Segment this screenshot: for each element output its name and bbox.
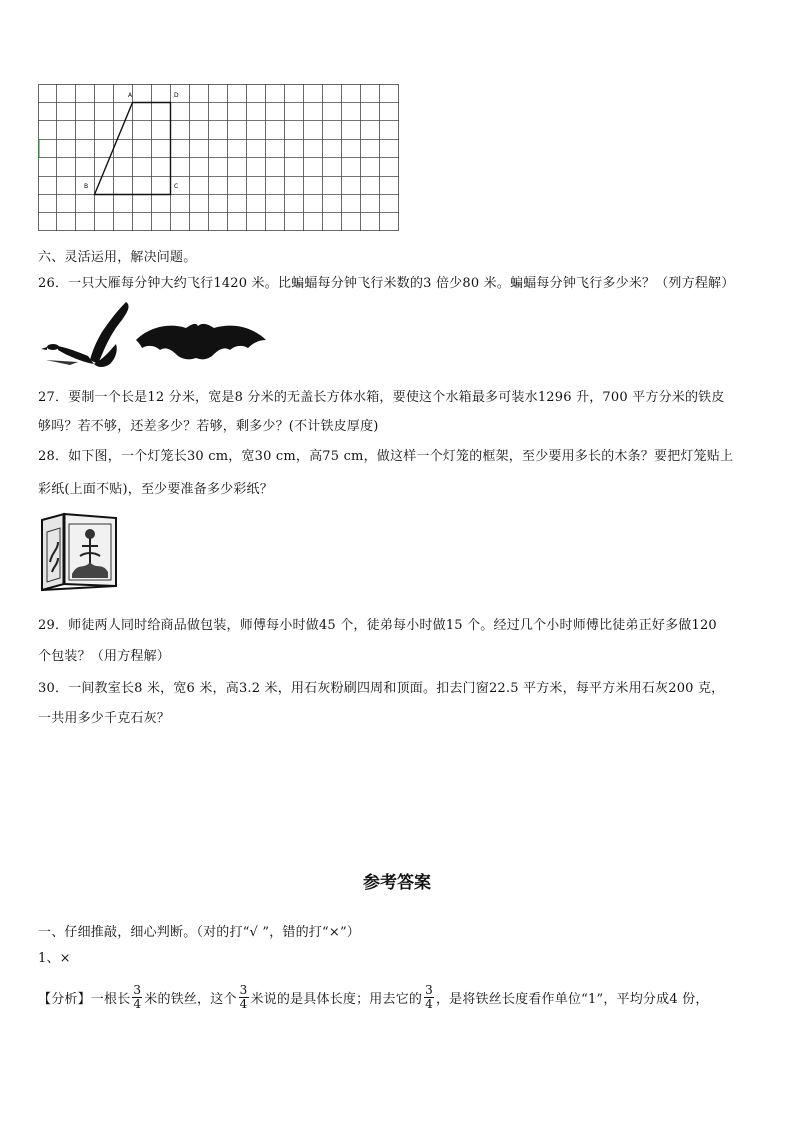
fraction-denominator: 4	[133, 996, 142, 1011]
fraction-three-quarters	[424, 984, 434, 1010]
answers-title: 参考答案	[363, 873, 431, 893]
q29-line1: 29．师徒两人同时给商品做包装，师傅每小时做45 个，徒弟每小时做15 个。经过几个小时师傅比徒弟正好多做120	[38, 618, 717, 633]
fraction-numerator: 3	[239, 983, 248, 997]
fraction-numerator: 3	[133, 983, 142, 997]
analysis-part3: 米说的是具体长度；用去它的	[250, 991, 423, 1007]
grid-lines	[38, 84, 399, 231]
lantern-image	[38, 512, 120, 592]
goose-bat-illustration	[38, 298, 268, 372]
bat-image	[136, 324, 266, 359]
section6-heading: 六、灵活运用，解决问题。	[38, 250, 197, 265]
answer-item-1: 1、×	[38, 951, 71, 966]
fraction-three-quarters	[132, 984, 142, 1010]
q28-line2: 彩纸(上面不贴)，至少要准备多少彩纸？	[38, 482, 273, 497]
label-a: A	[128, 92, 133, 99]
q30-line2: 一共用多少千克石灰？	[38, 711, 171, 726]
goose-image	[41, 302, 129, 367]
q26-text: 26．一只大雁每分钟大约飞行1420 米。比蝙蝠每分钟飞行米数的3 倍少80 米。蝙蝠每分钟飞行多少米？（列方程解）	[38, 276, 735, 291]
analysis-part2: 米的铁丝，这个	[144, 991, 237, 1007]
answers-section1-heading: 一、仔细推敲，细心判断。（对的打“√ ”，错的打“×”）	[38, 925, 360, 940]
analysis-part1: 【分析】一根长	[38, 991, 131, 1007]
analysis-line	[38, 984, 709, 1010]
q28-line1: 28．如下图，一个灯笼长30 cm，宽30 cm，高75 cm，做这样一个灯笼的框架，至少要用多长的木条？要把灯笼贴上	[38, 449, 734, 464]
q27-line1: 27．要制一个长是12 分米，宽是8 分米的无盖长方体水箱，要使这个水箱最多可装水1296 升，700 平方分米的铁皮	[38, 390, 725, 405]
fraction-denominator: 4	[425, 996, 433, 1011]
fraction-three-quarters	[239, 984, 249, 1010]
grid-figure	[38, 84, 400, 234]
fraction-numerator: 3	[425, 983, 433, 997]
label-b: B	[84, 183, 89, 190]
fraction-denominator: 4	[239, 996, 248, 1011]
q30-line1: 30．一间教室长8 米，宽6 米，高3.2 米，用石灰粉刷四周和顶面。扣去门窗22.5 平方米，每平方米用石灰200 克，	[38, 681, 725, 696]
q27-line2: 够吗？若不够，还差多少？若够，剩多少？(不计铁皮厚度)	[38, 419, 379, 434]
label-d: D	[174, 92, 179, 99]
q29-line2: 个包装？（用方程解）	[38, 649, 171, 664]
label-c: C	[174, 183, 179, 190]
analysis-part4: ，是将铁丝长度看作单位“1”，平均分成4 份，	[435, 991, 709, 1007]
